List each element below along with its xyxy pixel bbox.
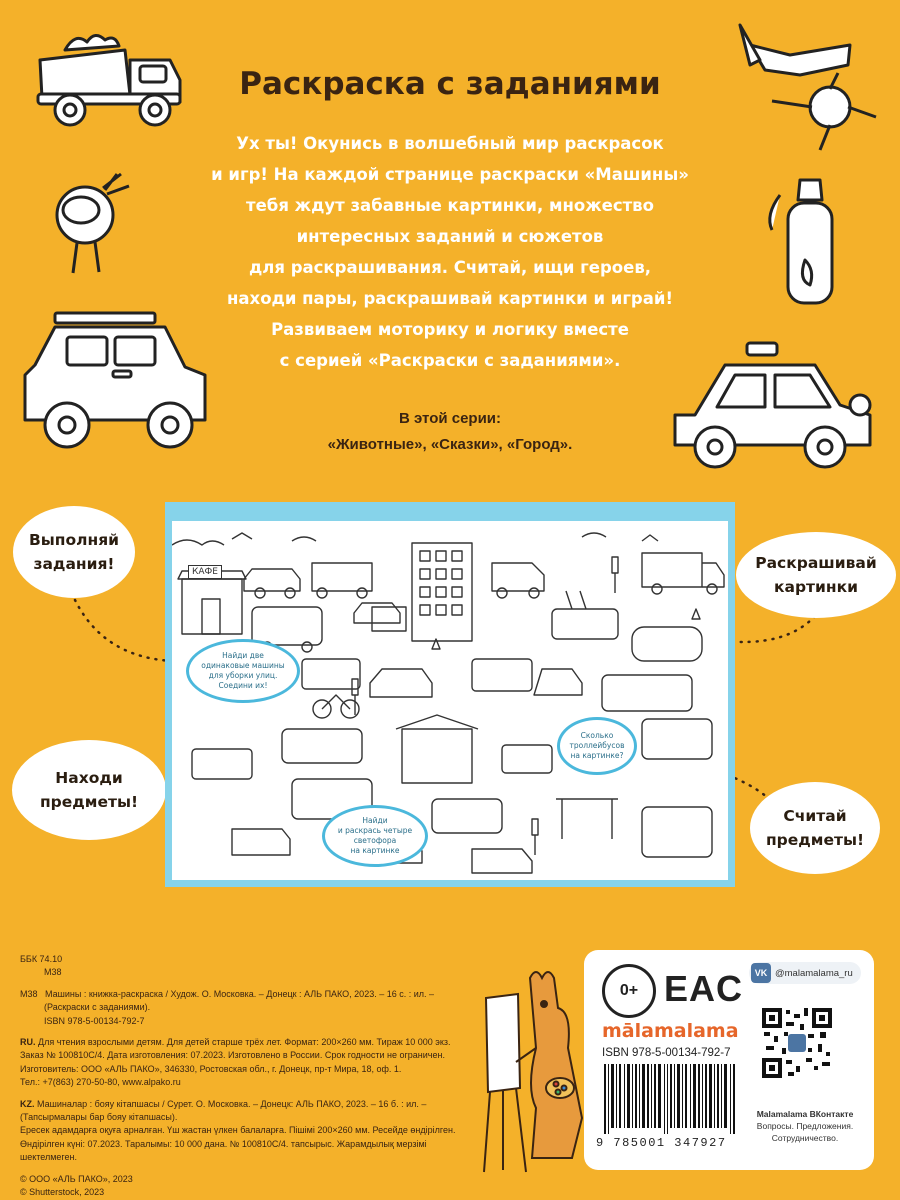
bbk-line: ББК 74.10: [20, 954, 63, 964]
brand-logo: [602, 1020, 739, 1042]
cafe-sign: КАФЕ: [188, 565, 222, 579]
vk-icon: VK: [751, 963, 771, 983]
callout-find-traffic-lights: Найди и раскрась четыре светофора на картинке: [322, 805, 428, 867]
kz-line: Ересек адамдарға оқуға арналған. Үш жастан үлкен балаларға. Пішімі 200×260 мм. Ресейде өндірілген.: [20, 1125, 456, 1136]
kz-line: (Тапсырмалары бар бояу кітапшасы).: [20, 1112, 178, 1123]
intro-line: и игр! На каждой странице раскраски «Машины»: [211, 165, 689, 184]
intro-line: находи пары, раскрашивай картинки и играй!: [227, 289, 673, 308]
copyright-line: © ООО «АЛЬ ПАКО», 2023: [20, 1173, 133, 1184]
ru-line: Заказ № 100810С/4. Дата изготовления: 07.2023. Изготовлено в России. Срок годности не ограничен.: [20, 1050, 445, 1061]
imprint-block: [20, 953, 480, 1200]
series-label: В этой серии:: [398, 410, 502, 427]
intro-line: интересных заданий и сюжетов: [296, 227, 604, 246]
m38-text: Машины : книжка-раскраска / Худож. О. Московка. – Донецк : АЛЬ ПАКО, 2023. – 16 с. : ил. –: [45, 988, 435, 999]
bubble-color-pictures: Раскрашивай картинки: [736, 532, 896, 618]
kz-line: Өндірілген күні: 07.2023. Таралымы: 10 000 дана. № 100810С/4. тапсырыс. Жарамдылық мерзімі: [20, 1138, 427, 1149]
ru-line: Тел.: +7(863) 270-50-80, www.alpako.ru: [20, 1077, 181, 1088]
publisher-card: [584, 950, 874, 1170]
intro-line: Ух ты! Окунись в волшебный мир раскрасок: [236, 134, 664, 153]
m38-label: М38: [20, 988, 38, 999]
copyright-line: © Shutterstock, 2023: [20, 1187, 105, 1198]
eac-mark: EAC: [664, 968, 744, 1009]
kz-text: Машиналар : бояу кітапшасы / Сурет. О. Московка. – Донецк: АЛЬ ПАКО, 2023. – 16 б. : ил. –: [37, 1098, 427, 1109]
bubble-find-items: Находи предметы!: [12, 740, 166, 840]
series-list: «Животные», «Сказки», «Город».: [327, 436, 573, 453]
isbn-text: ISBN 978-5-00134-792-7: [602, 1047, 731, 1059]
callout-find-cleaners: Найди две одинаковые машины для уборки улиц. Соедини их!: [186, 639, 300, 703]
intro-line: Развиваем моторику и логику вместе: [271, 320, 629, 339]
age-rating-badge: 0+: [602, 964, 656, 1018]
llama-artist-illustration: [478, 968, 588, 1178]
intro-line: тебя ждут забавные картинки, множество: [246, 196, 654, 215]
brand-logo-text: mālamalama: [602, 1020, 739, 1042]
kz-label: KZ.: [20, 1098, 35, 1109]
page-title: Раскраска с заданиями: [239, 66, 661, 102]
vk-handle: @malamalama_ru: [775, 967, 853, 979]
intro-line: с серией «Раскраски с заданиями».: [279, 351, 621, 370]
ru-line: Изготовитель: ООО «АЛЬ ПАКО», 346330, Ростовская обл., г. Донецк, пр-т Мира, 18, оф. 1.: [20, 1063, 402, 1074]
bbk-code: М38: [44, 967, 62, 978]
barcode: [602, 1064, 737, 1134]
coloring-page-preview: [165, 502, 735, 887]
bubble-do-tasks: Выполняй задания!: [13, 506, 135, 598]
vk-caption-line: Malamalama ВКонтакте: [756, 1109, 854, 1119]
kz-line: шектелмеген.: [20, 1152, 77, 1163]
vk-caption-line: Сотрудничество.: [771, 1133, 839, 1143]
vk-caption-line: Вопросы. Предложения.: [756, 1121, 854, 1131]
m38-series: (Раскраски с заданиями).: [44, 1002, 151, 1013]
kz-line: [20, 1098, 480, 1111]
ru-label: RU.: [20, 1037, 36, 1048]
imprint-isbn: ISBN 978-5-00134-792-7: [44, 1015, 145, 1026]
vk-caption: [742, 1108, 868, 1144]
m38-line: [20, 988, 480, 1001]
bubble-count-items: Считай предметы!: [750, 782, 880, 874]
ru-line: [20, 1036, 480, 1049]
vk-link[interactable]: [749, 962, 861, 984]
qr-code[interactable]: [762, 1008, 832, 1078]
ru-text: Для чтения взрослыми детям. Для детей старше трёх лет. Формат: 200×260 мм. Тираж 10 000 экз.: [38, 1037, 451, 1048]
intro-line: для раскрашивания. Считай, ищи героев,: [248, 258, 652, 277]
callout-count-trolleybuses: Сколько троллейбусов на картинке?: [557, 717, 637, 775]
barcode-digits: 9 785001 347927: [596, 1136, 727, 1150]
